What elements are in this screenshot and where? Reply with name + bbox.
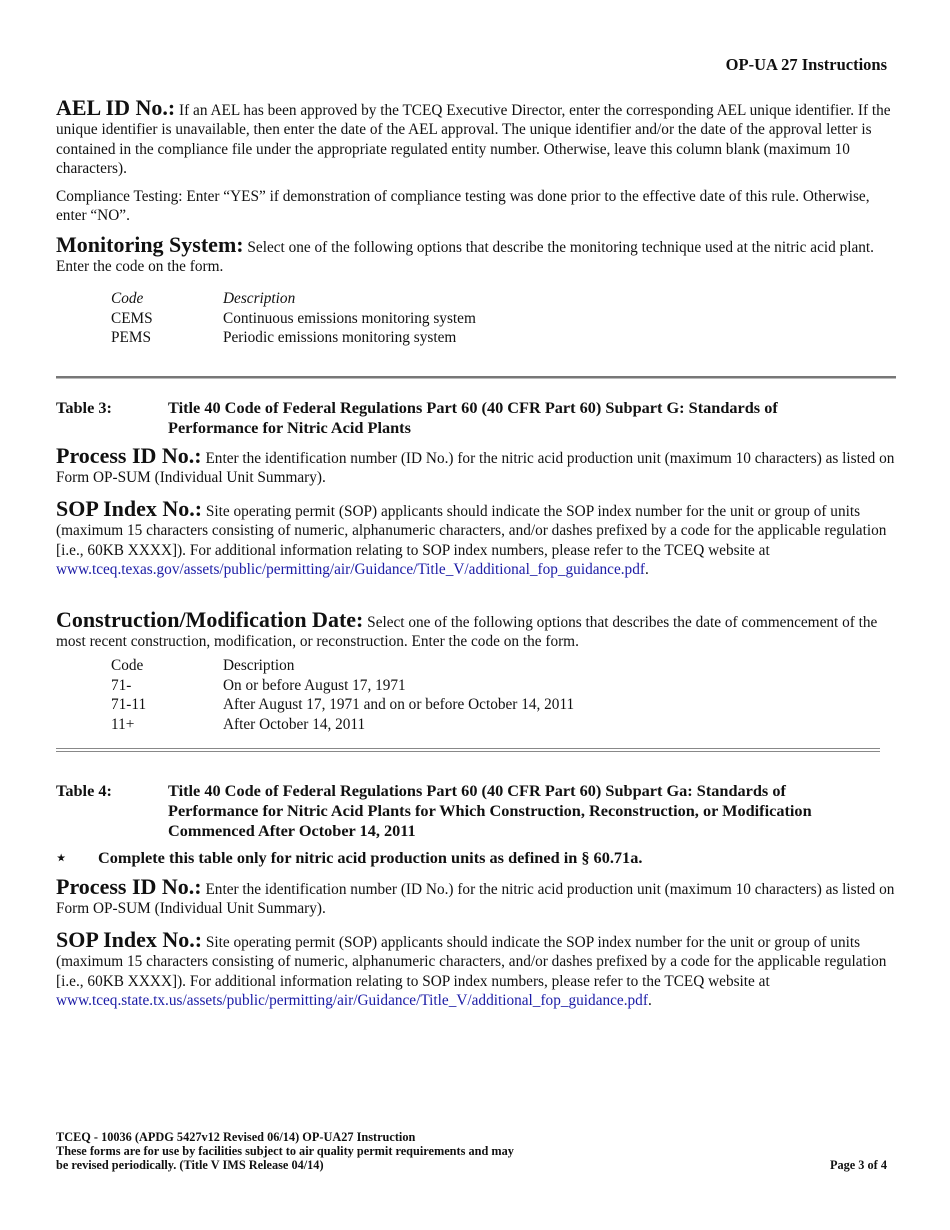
table3-process-section [56,443,896,488]
table3-sop-section [56,496,896,579]
sop-index-text-cont: [i.e., 60KB XXXX]). For additional information relating to SOP index numbers, please refer to the TCEQ website at [56,972,770,990]
code-value: PEMS [111,329,151,346]
section-divider [56,748,880,752]
list-item [56,715,574,735]
table4-process-section [56,874,896,919]
table4-note [56,848,642,868]
ael-label: AEL ID No.: [56,95,176,120]
code-description: Periodic emissions monitoring system [223,329,457,346]
table4-sop-section [56,927,896,1010]
tceq-guidance-link[interactable]: www.tceq.state.tx.us/assets/public/permitting/air/Guidance/Title_V/additional_fop_guidance.pdf [56,991,648,1009]
code-description: After October 14, 2011 [223,715,366,733]
section-divider [56,376,896,379]
construction-code-header: Code [111,657,144,674]
list-item [56,676,574,696]
process-id-label: Process ID No.: [56,443,202,468]
construction-date-label: Construction/Modification Date: [56,607,364,632]
code-description: Continuous emissions monitoring system [223,309,476,327]
compliance-text: Compliance Testing: Enter “YES” if demonstration of compliance testing was done prior to the effective date of this rule. Otherwise, enter “NO”. [56,188,870,225]
ael-text: If an AEL has been approved by the TCEQ Executive Director, enter the corresponding AEL unique identifier. If the unique identifier is unavailable, then enter the date of the AEL approval. The unique identifier and/or the date of the approval letter is contained in the compliance file under the appropriate regulated entity number. Otherwise, leave this column blank (maximum 10 characters). [56,102,891,177]
code-description: After August 17, 1971 and on or before October 14, 2011 [223,696,575,713]
construction-section [56,607,896,652]
footer-notice-1: These forms are for use by facilities subject to air quality permit requirements and may [56,1144,514,1158]
code-value: 11+ [111,715,135,733]
table4-label: Table 4: [56,781,112,800]
construction-desc-header: Description [223,657,295,674]
footer-form-id: TCEQ - 10036 (APDG 5427v12 Revised 06/14) OP-UA27 Instruction [56,1130,416,1144]
monitoring-code-header: Code [111,290,144,307]
compliance-section [56,187,896,226]
code-description: On or before August 17, 1971 [223,676,406,694]
list-item [56,695,574,715]
list-item [56,328,476,348]
construction-code-list [56,656,574,734]
process-id-label: Process ID No.: [56,874,202,899]
monitoring-label: Monitoring System: [56,232,244,257]
monitoring-desc-header: Description [223,290,296,307]
process-id-text: Enter the identification number (ID No.) for the nitric acid production unit (maximum 10 characters) as listed on Form OP-SUM (Individual Unit Summary). [56,881,895,918]
table3-title: Title 40 Code of Federal Regulations Part 60 (40 CFR Part 60) Subpart G: Standards of Performance for Nitric Acid Plants [168,398,778,437]
sop-index-text: Site operating permit (SOP) applicants should indicate the SOP index number for the unit or group of units (maximum 15 characters consisting of numeric, alphanumeric characters, and/or dashes prefixed by a code for the applicable regulation [56,934,887,971]
footer-notice-2: be revised periodically. (Title V IMS Release 04/14) [56,1158,324,1172]
tceq-guidance-link[interactable]: www.tceq.texas.gov/assets/public/permitting/air/Guidance/Title_V/additional_fop_guidance.pdf [56,560,645,578]
sop-index-label: SOP Index No.: [56,496,203,521]
page-number: Page 3 of 4 [829,1158,887,1172]
monitoring-code-list [56,289,476,348]
sentence-end: . [647,991,652,1009]
sop-index-label: SOP Index No.: [56,927,203,952]
star-icon: ⋆ [56,848,67,867]
page-footer [56,1130,888,1172]
code-value: CEMS [111,309,153,327]
construction-date-text: Select one of the following options that describes the date of commencement of the most recent construction, modification, or reconstruction. Enter the code on the form. [56,614,878,651]
table4-note-text: Complete this table only for nitric acid production units as defined in § 60.71a. [98,848,643,867]
monitoring-section [56,232,896,277]
monitoring-text: Select one of the following options that describe the monitoring technique used at the nitric acid plant. Enter the code on the form. [56,239,875,276]
code-value: 71- [111,676,132,694]
page-header-title: OP-UA 27 Instructions [725,55,887,74]
process-id-text: Enter the identification number (ID No.) for the nitric acid production unit (maximum 10 characters) as listed on Form OP-SUM (Individual Unit Summary). [56,450,895,487]
ael-section [56,95,896,178]
table3-label: Table 3: [56,398,112,417]
code-value: 71-11 [111,696,147,713]
table4-heading [56,781,896,841]
table3-heading [56,398,896,438]
sentence-end: . [644,560,649,578]
list-item [56,309,476,329]
sop-index-text: Site operating permit (SOP) applicants should indicate the SOP index number for the unit or group of units (maximum 15 characters consisting of numeric, alphanumeric characters, and/or dashes prefixed by a code for the applicable regulation [i.e., 60KB XXXX]). For additional information relating to SOP index numbers, please refer to the TCEQ website at [56,503,887,559]
table4-title: Title 40 Code of Federal Regulations Part 60 (40 CFR Part 60) Subpart Ga: Standards of Performance for Nitric Acid Plants for Which Construction, Reconstruction, or Modification Commenced After October 14, 2011 [168,781,812,840]
